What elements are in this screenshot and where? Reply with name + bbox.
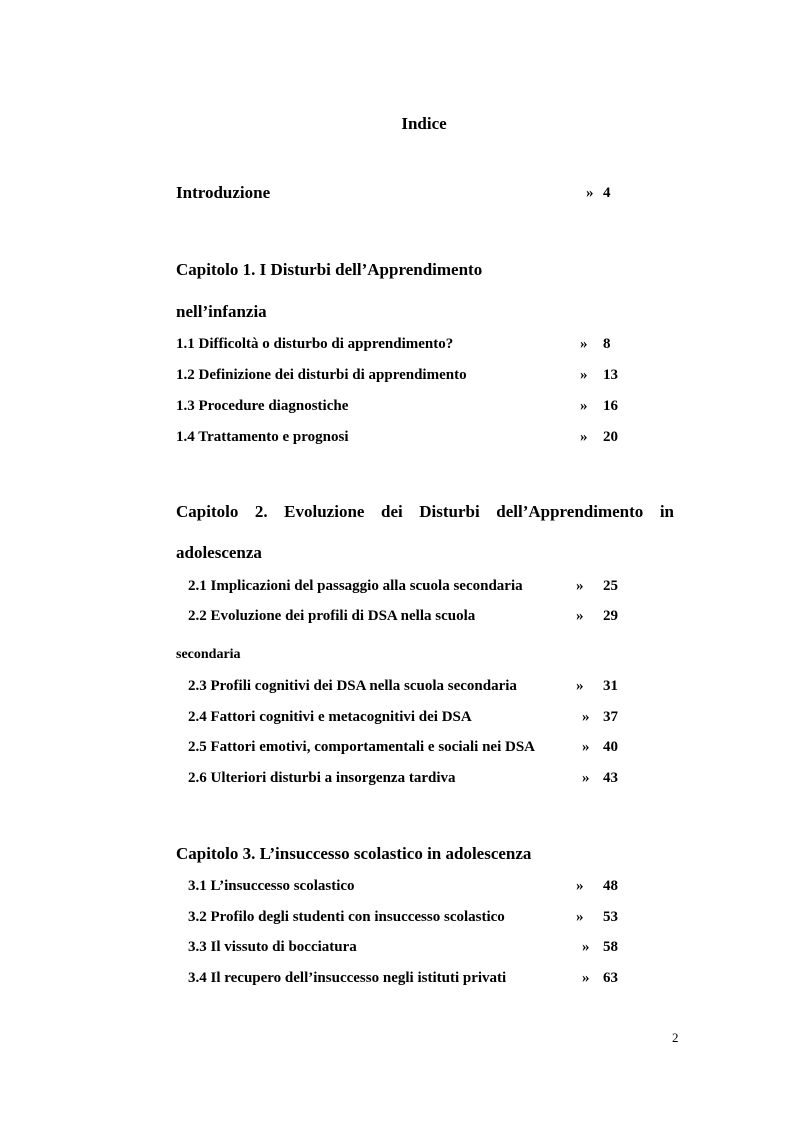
toc-entry-3-1-separator: » xyxy=(576,878,584,894)
toc-entry-3-3-separator: » xyxy=(582,939,590,955)
toc-entry-1-1-separator: » xyxy=(580,336,588,352)
toc-entry-1-4-separator: » xyxy=(580,429,588,445)
toc-entry-3-2-separator: » xyxy=(576,909,584,925)
chapter-1-title: Capitolo 1. I Disturbi dell’Apprendimento xyxy=(176,260,483,279)
toc-entry-3-3-label: 3.3 Il vissuto di bocciatura xyxy=(188,939,357,955)
toc-entry-2-3-separator: » xyxy=(576,678,584,694)
toc-entry-2-2-label-cont: secondaria xyxy=(176,647,241,662)
toc-entry-3-2-label: 3.2 Profilo degli studenti con insuccesso scolastico xyxy=(188,909,505,925)
toc-entry-2-1-separator: » xyxy=(576,578,584,594)
toc-entry-1-4-page: 20 xyxy=(603,429,618,445)
toc-entry-3-2-page: 53 xyxy=(603,909,618,925)
toc-entry-2-2-page: 29 xyxy=(603,608,618,624)
toc-introduction-page: 4 xyxy=(603,185,611,201)
toc-introduction-label: Introduzione xyxy=(176,183,271,202)
toc-entry-2-1-label: 2.1 Implicazioni del passaggio alla scuola secondaria xyxy=(188,578,523,594)
toc-entry-2-4-label: 2.4 Fattori cognitivi e metacognitivi dei DSA xyxy=(188,709,472,725)
toc-entry-1-3-label: 1.3 Procedure diagnostiche xyxy=(176,398,349,414)
toc-entry-1-3-separator: » xyxy=(580,398,588,414)
toc-entry-1-2-label: 1.2 Definizione dei disturbi di apprendimento xyxy=(176,367,467,383)
toc-entry-1-3-page: 16 xyxy=(603,398,618,414)
toc-entry-2-6-page: 43 xyxy=(603,770,618,786)
toc-entry-3-4-label: 3.4 Il recupero dell’insuccesso negli istituti privati xyxy=(188,970,507,986)
toc-entry-3-4-page: 63 xyxy=(603,970,618,986)
chapter-3-title: Capitolo 3. L’insuccesso scolastico in adolescenza xyxy=(176,844,532,863)
toc-entry-1-1-page: 8 xyxy=(603,336,611,352)
toc-entry-3-3-page: 58 xyxy=(603,939,618,955)
toc-entry-2-5-separator: » xyxy=(582,739,590,755)
chapter-2-title-cont: adolescenza xyxy=(176,543,262,562)
toc-entry-2-2-label: 2.2 Evoluzione dei profili di DSA nella scuola xyxy=(188,608,476,624)
toc-entry-2-3-label: 2.3 Profili cognitivi dei DSA nella scuola secondaria xyxy=(188,678,517,694)
page-title: Indice xyxy=(401,114,447,133)
toc-entry-3-1-label: 3.1 L’insuccesso scolastico xyxy=(188,878,355,894)
toc-entry-2-5-page: 40 xyxy=(603,739,618,755)
toc-introduction-separator: » xyxy=(586,185,594,201)
toc-entry-1-1-label: 1.1 Difficoltà o disturbo di apprendimento? xyxy=(176,336,454,352)
toc-entry-3-1-page: 48 xyxy=(603,878,618,894)
toc-entry-2-4-separator: » xyxy=(582,709,590,725)
toc-entry-2-4-page: 37 xyxy=(603,709,618,725)
toc-entry-2-3-page: 31 xyxy=(603,678,618,694)
toc-entry-1-2-separator: » xyxy=(580,367,588,383)
toc-entry-1-4-label: 1.4 Trattamento e prognosi xyxy=(176,429,349,445)
page-number: 2 xyxy=(672,1030,679,1045)
toc-entry-1-2-page: 13 xyxy=(603,367,618,383)
toc-entry-3-4-separator: » xyxy=(582,970,590,986)
toc-entry-2-5-label: 2.5 Fattori emotivi, comportamentali e sociali nei DSA xyxy=(188,739,536,755)
chapter-1-title-cont: nell’infanzia xyxy=(176,302,267,321)
chapter-2-title: Capitolo 2. Evoluzione dei Disturbi dell’Apprendimento in xyxy=(176,502,674,521)
toc-entry-2-2-separator: » xyxy=(576,608,584,624)
toc-entry-2-1-page: 25 xyxy=(603,578,618,594)
toc-entry-2-6-label: 2.6 Ulteriori disturbi a insorgenza tardiva xyxy=(188,770,456,786)
toc-entry-2-6-separator: » xyxy=(582,770,590,786)
